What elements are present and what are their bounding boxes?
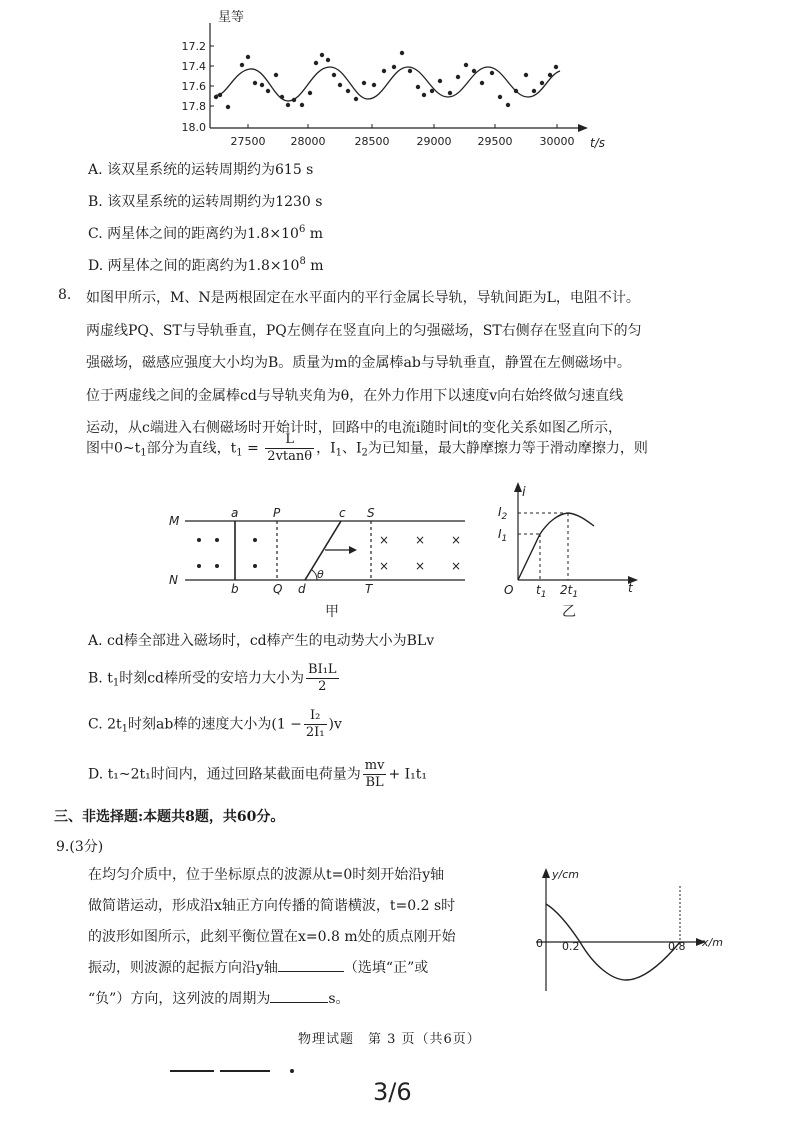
t1-label: $t_1$ (536, 583, 547, 600)
q8-number: 8. (58, 287, 72, 303)
q8-line: 强磁场，磁感应强度大小均为B。质量为m的金属棒ab与导轨垂直，静置在左侧磁场中。 (86, 355, 631, 371)
page-number: 3/6 (373, 1078, 412, 1106)
svg-text:×: × (379, 559, 390, 573)
ampere-force-fraction: $\frac{\text{BI₁L}}{2}$ (308, 662, 337, 694)
scan-marks (170, 1066, 310, 1076)
wave-tick-0.8: 0.8 (668, 940, 686, 953)
q8-line-6: 图中$0\sim t_1$部分为直线，$t_1$ = $\frac{L}{2vtan\theta}$ ，$I_1$、$I_2$为已知量，最大静摩擦力等于滑动摩擦力，则 (86, 432, 648, 464)
light-curve-fit (216, 67, 560, 101)
i1-label: $I_1$ (498, 527, 508, 544)
y-tick: 17.6 (181, 80, 206, 93)
y-tick: 18.0 (181, 121, 206, 134)
light-curve-chart (170, 5, 610, 155)
velocity-fraction: $\frac{\text{I₂}}{\text{2I₁}}$ (305, 708, 325, 740)
figure-jia (165, 500, 475, 622)
2t1-label: $2t_1$ (560, 583, 579, 600)
svg-text:×: × (451, 533, 462, 547)
label-t: T (365, 582, 373, 596)
light-curve-y-label: 星等 (218, 10, 245, 25)
page-footer: 物理试题 第 3 页（共6页） (298, 1032, 481, 1047)
q8-option-d: D. t₁~2t₁时间内，通过回路某截面电荷量为 $\frac{mv}{BL}$ + I₁t₁ (88, 758, 427, 790)
axis-t-label: t (628, 581, 633, 595)
wave-y-label: y/cm (552, 868, 579, 881)
svg-text:×: × (451, 559, 462, 573)
x-tick: 29000 (416, 135, 452, 148)
label-a: a (231, 506, 239, 520)
answer-blank-direction[interactable] (278, 971, 344, 972)
q8-line: 两虚线PQ、ST与导轨垂直，PQ左侧存在竖直向上的匀强磁场，ST右侧存在竖直向下的匀 (86, 323, 642, 339)
field-crosses (379, 533, 461, 573)
q8-option-b: B. $t_1$时刻cd棒所受的安培力大小为 $\frac{\text{BI₁L}}{2}$ (88, 662, 337, 694)
q7-option-c: C. 两星体之间的距离约为$1.8\times 10^6$ m (88, 224, 324, 242)
q8-line: 运动，从c端进入右侧磁场时开始计时，回路中的电流i随时间t的变化关系如图乙所示， (86, 420, 622, 436)
q9-line-4: 振动，则波源的起振方向沿y轴 （选填“正”或 (88, 960, 429, 976)
q8-line: 位于两虚线之间的金属棒cd与导轨夹角为θ，在外力作用下以速度v向右始终做匀速直线 (86, 388, 624, 404)
field-dots (197, 538, 257, 568)
figure-yi (494, 480, 644, 625)
current-curve (518, 513, 594, 580)
caption-jia: 甲 (325, 604, 339, 620)
label-n: N (169, 573, 178, 587)
label-b: b (231, 582, 239, 596)
wave-tick-0.2: 0.2 (562, 940, 580, 953)
label-c: c (339, 506, 346, 520)
axis-i-label: i (522, 485, 526, 500)
wave-origin: 0 (536, 937, 543, 950)
q8-option-a: A. cd棒全部进入磁场时，cd棒产生的电动势大小为BLv (88, 633, 435, 649)
q7-option-b: B. 该双星系统的运转周期约为1230 s (88, 194, 323, 210)
q9-number: 9.(3分) (56, 839, 104, 855)
q8-line: 如图甲所示，M、N是两根固定在水平面内的平行金属长导轨，导轨间距为L，电阻不计。 (86, 290, 640, 306)
x-tick: 30000 (539, 135, 575, 148)
y-tick: 17.4 (181, 60, 206, 73)
q7-option-a: A. 该双星系统的运转周期约为615 s (88, 162, 314, 178)
x-tick: 27500 (230, 135, 266, 148)
q9-line: 在均匀介质中，位于坐标原点的波源从t=0时刻开始沿y轴 (88, 867, 445, 883)
q8-option-c: C. $2t_1$时刻ab棒的速度大小为(1 − $\frac{\text{I₂}}{\text{2I₁}}$ )v (88, 708, 342, 740)
charge-fraction: $\frac{mv}{BL}$ (364, 758, 385, 790)
svg-text:×: × (415, 533, 426, 547)
y-tick: 17.8 (181, 100, 206, 113)
label-s: S (367, 506, 375, 520)
wave-x-label: x/m (702, 936, 723, 949)
x-tick: 29500 (477, 135, 513, 148)
q9-line-5: “负”）方向，这列波的周期为 s。 (88, 991, 350, 1007)
caption-yi: 乙 (562, 604, 576, 620)
x-tick: 28000 (290, 135, 326, 148)
label-p: P (273, 506, 281, 520)
t1-fraction: $\frac{L}{2vtan\theta}$ (267, 432, 313, 464)
i2-label: $I_2$ (498, 505, 508, 522)
q9-line: 的波形如图所示，此刻平衡位置在x=0.8 m处的质点刚开始 (88, 929, 456, 945)
wave-graph (530, 866, 735, 996)
answer-blank-period[interactable] (270, 1002, 328, 1003)
y-tick: 17.2 (181, 40, 206, 53)
section-3-heading: 三、非选择题:本题共8题，共60分。 (54, 809, 285, 825)
label-q: Q (273, 582, 283, 596)
x-tick: 28500 (354, 135, 390, 148)
q7-option-d: D. 两星体之间的距离约为$1.8\times 10^8$ m (88, 256, 324, 274)
label-theta: θ (317, 568, 324, 581)
origin-label: O (504, 583, 514, 597)
light-curve-x-label: t/s (590, 136, 605, 150)
label-m: M (169, 514, 180, 528)
svg-text:×: × (379, 533, 390, 547)
label-d: d (298, 582, 306, 596)
q9-line: 做简谐运动，形成沿x轴正方向传播的简谐横波，t=0.2 s时 (88, 898, 456, 914)
svg-text:×: × (415, 559, 426, 573)
